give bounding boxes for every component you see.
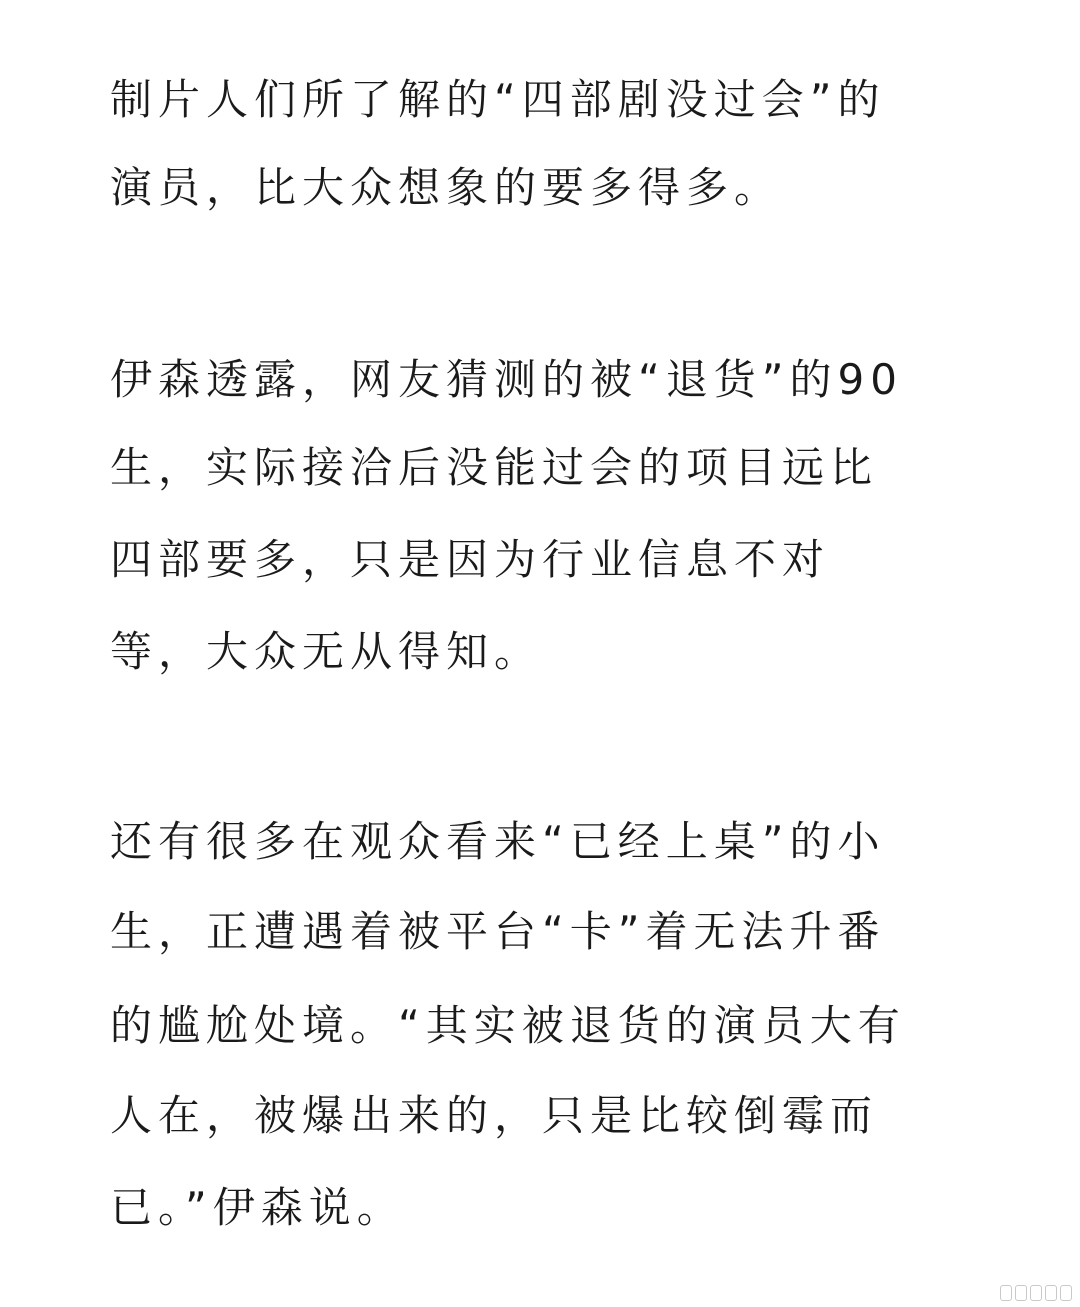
paragraph-2-line-4: 等，大众无从得知。 [110, 627, 543, 676]
paragraph-3-line-2: 生，正遭遇着被平台“卡”着无法升番 [110, 907, 886, 956]
watermark-block-icon [1030, 1285, 1042, 1301]
watermark-block-icon [1060, 1285, 1072, 1301]
paragraph-2-line-3: 四部要多，只是因为行业信息不对 [110, 535, 831, 584]
paragraph-3-line-3: 的尴尬处境。“其实被退货的演员大有 [110, 1001, 906, 1050]
paragraph-2-line-2: 生，实际接洽后没能过会的项目远比 [110, 443, 879, 492]
paragraph-3-line-4: 人在，被爆出来的，只是比较倒霉而 [110, 1091, 879, 1140]
paragraph-3-line-5: 已。”伊森说。 [110, 1183, 405, 1232]
paragraph-2-line-1: 伊森透露，网友猜测的被“退货”的90 [110, 355, 903, 404]
paragraph-1-line-1: 制片人们所了解的“四部剧没过会”的 [110, 75, 886, 124]
watermark-block-icon [1045, 1285, 1057, 1301]
watermark-block-icon [1015, 1285, 1027, 1301]
watermark-block-icon [1000, 1285, 1012, 1301]
weibo-image-mark-icon [1000, 1285, 1072, 1301]
paragraph-1-line-2: 演员，比大众想象的要多得多。 [110, 163, 783, 212]
paragraph-3-line-1: 还有很多在观众看来“已经上桌”的小 [110, 817, 886, 866]
